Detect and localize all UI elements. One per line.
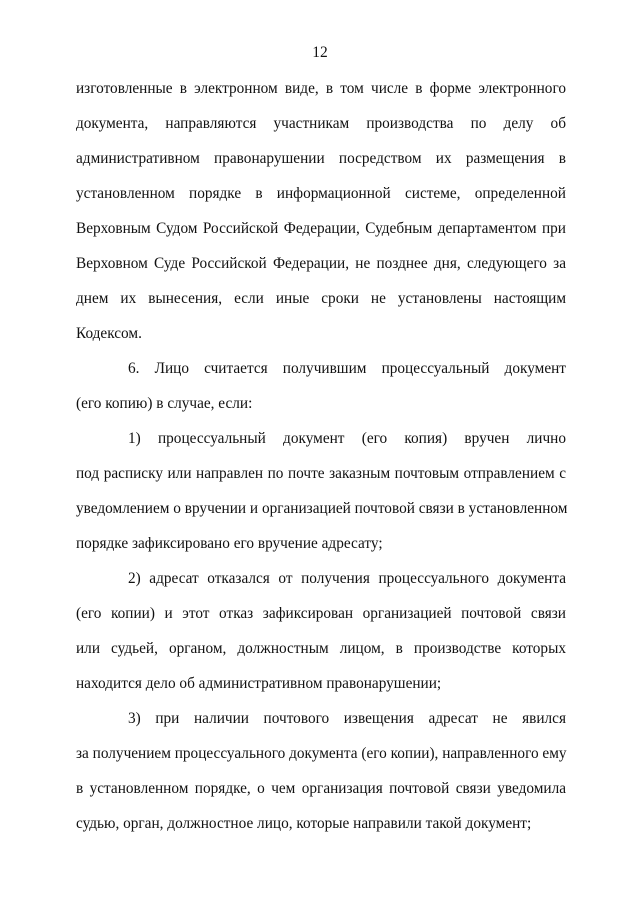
text-line: установленном порядке в информационной системе, определенной — [76, 185, 566, 202]
text-line: 2) адресат отказался от получения процессуального документа — [128, 570, 566, 587]
text-line: судью, орган, должностное лицо, которые направили такой документ; — [76, 815, 532, 832]
text-line: 3) при наличии почтового извещения адресат не явился — [128, 710, 566, 727]
text-line: 6. Лицо считается получившим процессуальный документ — [128, 360, 566, 377]
text-line: в установленном порядке, о чем организация почтовой связи уведомила — [76, 780, 566, 797]
text-line: или судьей, органом, должностным лицом, в производстве которых — [76, 640, 566, 657]
text-line: за получением процессуального документа (его копии), направленного ему — [76, 745, 567, 762]
text-line: уведомлением о вручении и организацией почтовой связи в установленном — [76, 500, 568, 517]
text-line: (его копии) и этот отказ зафиксирован организацией почтовой связи — [76, 605, 566, 622]
text-line: Верховным Судом Российской Федерации, Судебным департаментом при — [76, 220, 566, 237]
text-line: изготовленные в электронном виде, в том числе в форме электронного — [76, 80, 566, 97]
text-line: Кодексом. — [76, 325, 142, 342]
text-line: находится дело об административном правонарушении; — [76, 675, 442, 692]
text-line: порядке зафиксировано его вручение адресату; — [76, 535, 383, 552]
text-line: под расписку или направлен по почте заказным почтовым отправлением с — [76, 465, 566, 482]
text-line: административном правонарушении посредством их размещения в — [76, 150, 566, 167]
text-line: Верховном Суде Российской Федерации, не позднее дня, следующего за — [76, 255, 566, 272]
page-number: 12 — [312, 44, 328, 61]
document-body — [76, 78, 566, 848]
text-line: (его копию) в случае, если: — [76, 395, 253, 412]
text-line: 1) процессуальный документ (его копия) вручен лично — [128, 430, 566, 447]
text-line: документа, направляются участникам производства по делу об — [76, 115, 566, 132]
text-line: днем их вынесения, если иные сроки не установлены настоящим — [76, 290, 566, 307]
